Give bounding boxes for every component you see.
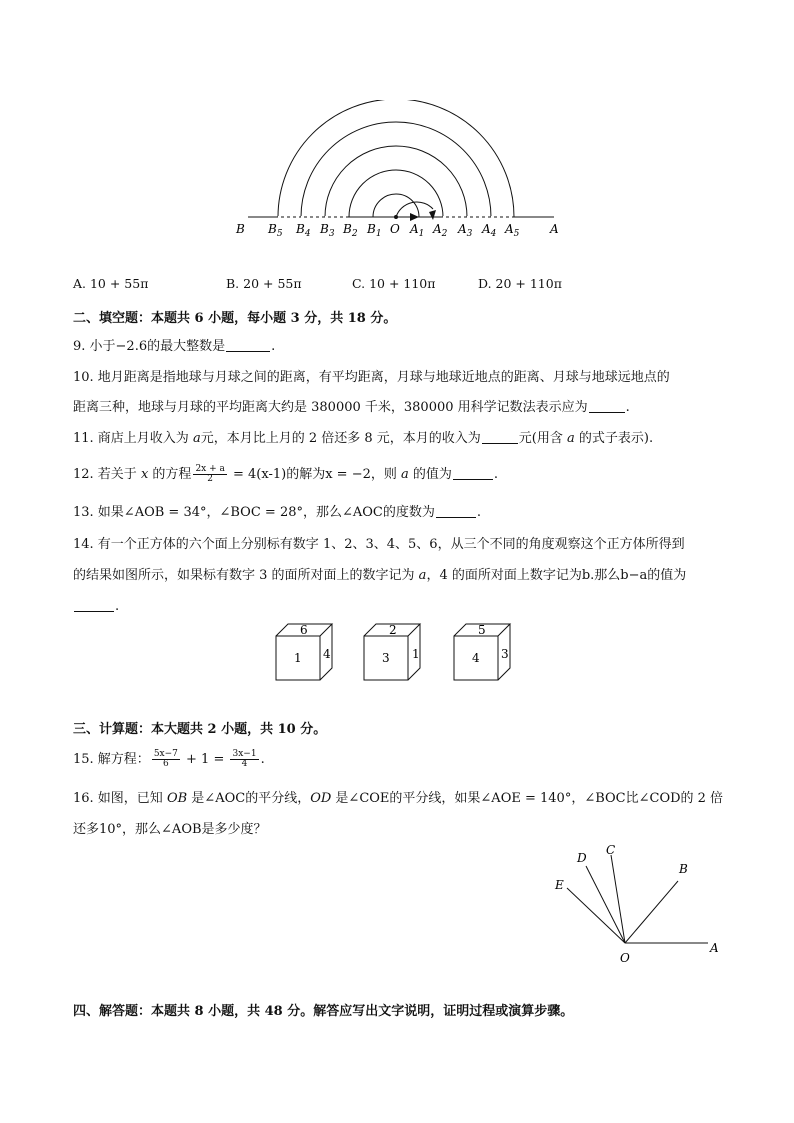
- cube-1-side: 4: [323, 647, 331, 661]
- label-a: A: [550, 222, 559, 236]
- q10-text: 距离三种，地球与月球的平均距离大约是 380000 千米，380000 用科学记数法表示应为: [73, 400, 588, 415]
- label-a: A: [710, 941, 719, 955]
- ray-oe: [567, 888, 625, 943]
- arc-1: [373, 194, 419, 217]
- ray-ob: OB: [166, 791, 188, 806]
- fraction: [230, 750, 258, 769]
- denominator: 4: [241, 759, 248, 769]
- answer-blank: [589, 399, 625, 413]
- cube-3-top: 5: [478, 623, 486, 637]
- label-a3: $A_3$: [458, 222, 473, 239]
- q14-post: ，4 的面所对面上数字记为b.那么b−a的值为: [426, 568, 687, 583]
- question-16-line-2: 还多10°，那么∠AOB是多少度？: [73, 822, 267, 837]
- var-a: a: [418, 568, 427, 583]
- point-o: [394, 215, 398, 219]
- arc-3: [325, 146, 467, 217]
- q12-eq: = 4(x-1)的解为x = −2，则: [228, 467, 401, 482]
- answer-blank: [226, 338, 270, 352]
- q12-end: 的值为: [408, 467, 452, 482]
- denominator: 2: [207, 474, 214, 484]
- denominator: 6: [162, 759, 169, 769]
- label-e: E: [555, 878, 564, 892]
- label-a1: $A_1$: [410, 222, 425, 239]
- choice-a: A. 10 + 55π: [73, 276, 149, 291]
- choice-c: C. 10 + 110π: [352, 276, 436, 291]
- question-13: 13. 如果∠AOB = 34°，∠BOC = 28°，那么∠AOC的度数为 .: [73, 505, 482, 520]
- var-x: x: [140, 467, 149, 482]
- arc-5: [278, 100, 514, 217]
- q13-text: 13. 如果∠AOB = 34°，∠BOC = 28°，那么∠AOC的度数为: [73, 505, 435, 520]
- q16-mid: 是∠AOC的平分线，: [187, 791, 311, 806]
- q16-pre: 16. 如图，已知: [73, 791, 167, 806]
- label-o: O: [620, 951, 630, 965]
- arrow-head-right: [410, 213, 419, 221]
- question-9: 9. 小于−2.6的最大整数是 .: [73, 339, 276, 354]
- q11-pre: 11. 商店上月收入为: [73, 431, 193, 446]
- var-a: a: [192, 431, 201, 446]
- question-11: [73, 430, 653, 448]
- numerator: 2x + a: [195, 464, 225, 474]
- q15-pre: 15. 解方程：: [73, 752, 150, 767]
- answer-blank: [436, 504, 476, 518]
- answer-blank: [453, 466, 493, 480]
- question-15: [73, 750, 265, 769]
- arrow-head-arc: [429, 210, 436, 220]
- label-b5: $B_5$: [268, 222, 283, 239]
- fraction: [152, 750, 180, 769]
- cube-3-side: 3: [501, 647, 509, 661]
- question-14-line-2: [73, 567, 686, 585]
- section-4-title: 四、解答题：本题共 8 小题，共 48 分。解答应写出文字说明，证明过程或演算步骤。: [73, 1004, 574, 1019]
- q14-pre: 的结果如图所示，如果标有数字 3 的面所对面上的数字记为: [73, 568, 419, 583]
- label-a5: $A_5$: [505, 222, 520, 239]
- var-a: a: [567, 431, 575, 446]
- choice-d: D. 20 + 110π: [478, 276, 562, 291]
- concentric-arcs-figure: [230, 100, 570, 245]
- choice-b: B. 20 + 55π: [226, 276, 302, 291]
- q16-post: 是∠COE的平分线，如果∠AOE = 140°，∠BOC比∠COD的 2 倍: [331, 791, 724, 806]
- q11-end: 的式子表示).: [574, 431, 654, 446]
- section-3-title: 三、计算题：本大题共 2 小题，共 10 分。: [73, 722, 327, 737]
- numerator: 3x−1: [232, 749, 257, 759]
- question-12: 12. 若关于 x 的方程 $\frac{2x + a}{2}$ = 4(x-1)的解为x = −2，则 a 的值为 .: [73, 464, 499, 484]
- label-o: O: [390, 222, 400, 236]
- ray-ob: [625, 881, 678, 943]
- q12-mid: 的方程: [148, 467, 192, 482]
- label-b1: $B_1$: [367, 222, 382, 239]
- label-b: B: [679, 862, 688, 876]
- q15-end: .: [260, 752, 265, 767]
- label-c: C: [606, 843, 616, 857]
- cube-2-side: 1: [412, 647, 420, 661]
- arc-2: [349, 170, 443, 217]
- label-b4: $B_4$: [296, 222, 311, 239]
- angle-figure: [548, 838, 728, 968]
- label-b3: $B_3$: [320, 222, 335, 239]
- fraction: [193, 465, 226, 484]
- answer-blank: [482, 430, 518, 444]
- cube-views-figure: [272, 620, 522, 686]
- question-14-line-1: 14. 有一个正方体的六个面上分别标有数字 1、2、3、4、5、6，从三个不同的角度观察这个正方体所得到: [73, 537, 685, 552]
- section-2-title: 二、填空题：本题共 6 小题，每小题 3 分，共 18 分。: [73, 311, 397, 326]
- q12-pre: 12. 若关于: [73, 467, 141, 482]
- label-a4: $A_4$: [482, 222, 497, 239]
- q11-post: 元(用含: [518, 431, 568, 446]
- inner-arrow-arc: [396, 202, 433, 217]
- cube-3-front: 4: [472, 651, 480, 665]
- label-a2: $A_2$: [433, 222, 448, 239]
- cube-2-top: 2: [389, 623, 397, 637]
- q9-text: 9. 小于−2.6的最大整数是: [73, 339, 226, 354]
- var-a: a: [401, 467, 409, 482]
- answer-blank: [74, 598, 114, 612]
- cube-1-top: 6: [300, 623, 308, 637]
- question-10-line-1: 10. 地月距离是指地球与月球之间的距离，有平均距离，月球与地球近地点的距离、月球与地球远地点的: [73, 370, 670, 385]
- question-16-line-1: [73, 790, 723, 808]
- cube-1-front: 1: [294, 651, 302, 665]
- ray-od: OD: [310, 791, 332, 806]
- q15-mid: + 1 =: [181, 752, 229, 767]
- label-b: B: [236, 222, 245, 236]
- cube-2-front: 3: [382, 651, 390, 665]
- label-b2: $B_2$: [343, 222, 358, 239]
- q11-mid: 元，本月比上月的 2 倍还多 8 元，本月的收入为: [200, 431, 481, 446]
- question-10-line-2: 距离三种，地球与月球的平均距离大约是 380000 千米，380000 用科学记数法表示应为 .: [73, 400, 630, 415]
- question-14-line-3: .: [73, 598, 119, 616]
- numerator: 5x−7: [153, 749, 178, 759]
- label-d: D: [577, 851, 587, 865]
